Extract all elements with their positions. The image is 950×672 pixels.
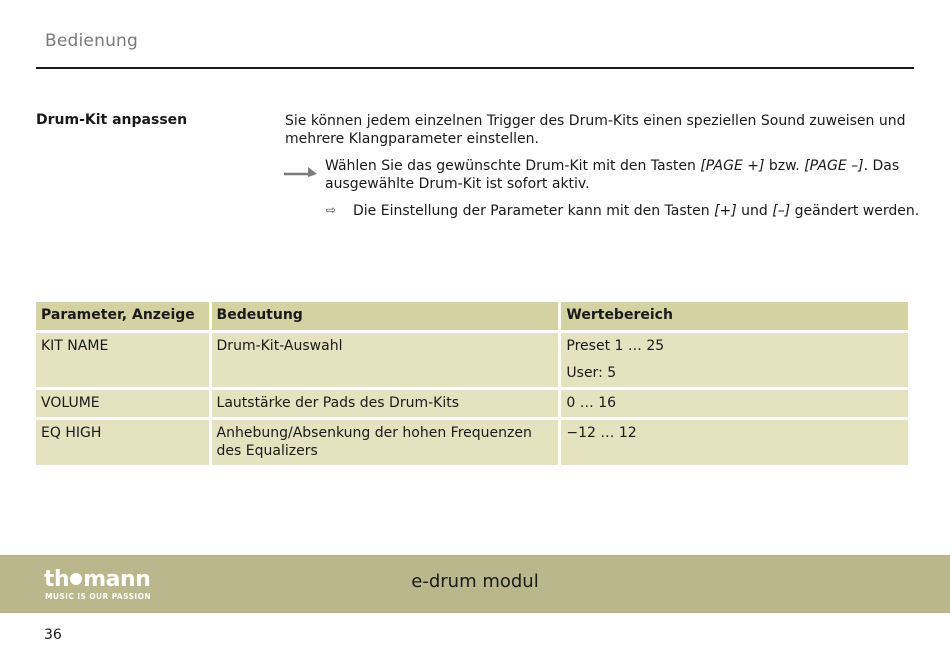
instruction-text-mid: bzw.	[764, 158, 805, 174]
range-value: 0 … 16	[566, 395, 617, 411]
cell-range	[561, 420, 908, 465]
cell-meaning: Anhebung/Absenkung der hohen Frequenzen des Equalizers	[212, 420, 559, 465]
instruction-text-post: . Das ausgewählte Drum-Kit ist sofort aktiv.	[325, 158, 900, 192]
header-divider	[36, 67, 914, 69]
result-step	[353, 202, 923, 220]
brand-tagline: MUSIC IS OUR PASSION	[45, 592, 152, 601]
product-title: e-drum modul	[411, 571, 539, 592]
column-header-range: Wertebereich	[561, 302, 908, 330]
key-page-minus: [PAGE –]	[804, 158, 864, 174]
key-page-plus: [PAGE +]	[700, 158, 765, 174]
range-value: Preset 1 … 25	[566, 338, 665, 354]
page-number: 36	[44, 627, 62, 643]
cell-parameter: KIT NAME	[36, 333, 209, 387]
cell-parameter: EQ HIGH	[36, 420, 209, 465]
cell-range	[561, 390, 908, 417]
instruction-text-pre: Wählen Sie das gewünschte Drum-Kit mit den Tasten	[325, 158, 701, 174]
brand-logo-right: mann	[83, 567, 151, 592]
cell-range	[561, 333, 908, 387]
intro-paragraph: Sie können jedem einzelnen Trigger des Drum-Kits einen speziellen Sound zuweisen und mehrere Klangparameter einstellen.	[285, 113, 906, 147]
table-row	[36, 390, 908, 417]
key-plus: [+]	[714, 203, 737, 219]
result-text-pre: Die Einstellung der Parameter kann mit den Tasten	[353, 203, 715, 219]
cell-meaning: Lautstärke der Pads des Drum-Kits	[212, 390, 559, 417]
header-title: Bedienung	[45, 31, 139, 51]
arrow-right-icon	[284, 163, 318, 182]
result-text-post: geändert werden.	[790, 203, 920, 219]
table-row	[36, 333, 908, 387]
range-value: −12 … 12	[566, 425, 637, 441]
table-row	[36, 420, 908, 465]
result-arrow-icon: ⇨	[326, 203, 337, 217]
cell-meaning: Drum-Kit-Auswahl	[212, 333, 559, 387]
parameter-table	[33, 299, 911, 468]
column-header-meaning: Bedeutung	[212, 302, 559, 330]
section-heading: Drum-Kit anpassen	[36, 112, 188, 128]
cell-parameter: VOLUME	[36, 390, 209, 417]
footer-band	[0, 555, 950, 613]
column-header-parameter: Parameter, Anzeige	[36, 302, 209, 330]
key-minus: [–]	[772, 203, 791, 219]
brand-logo-left: th	[44, 567, 70, 592]
range-value: User: 5	[566, 365, 617, 381]
table-header-row	[36, 302, 908, 330]
result-text-mid: und	[736, 203, 773, 219]
instruction-step	[325, 157, 917, 193]
